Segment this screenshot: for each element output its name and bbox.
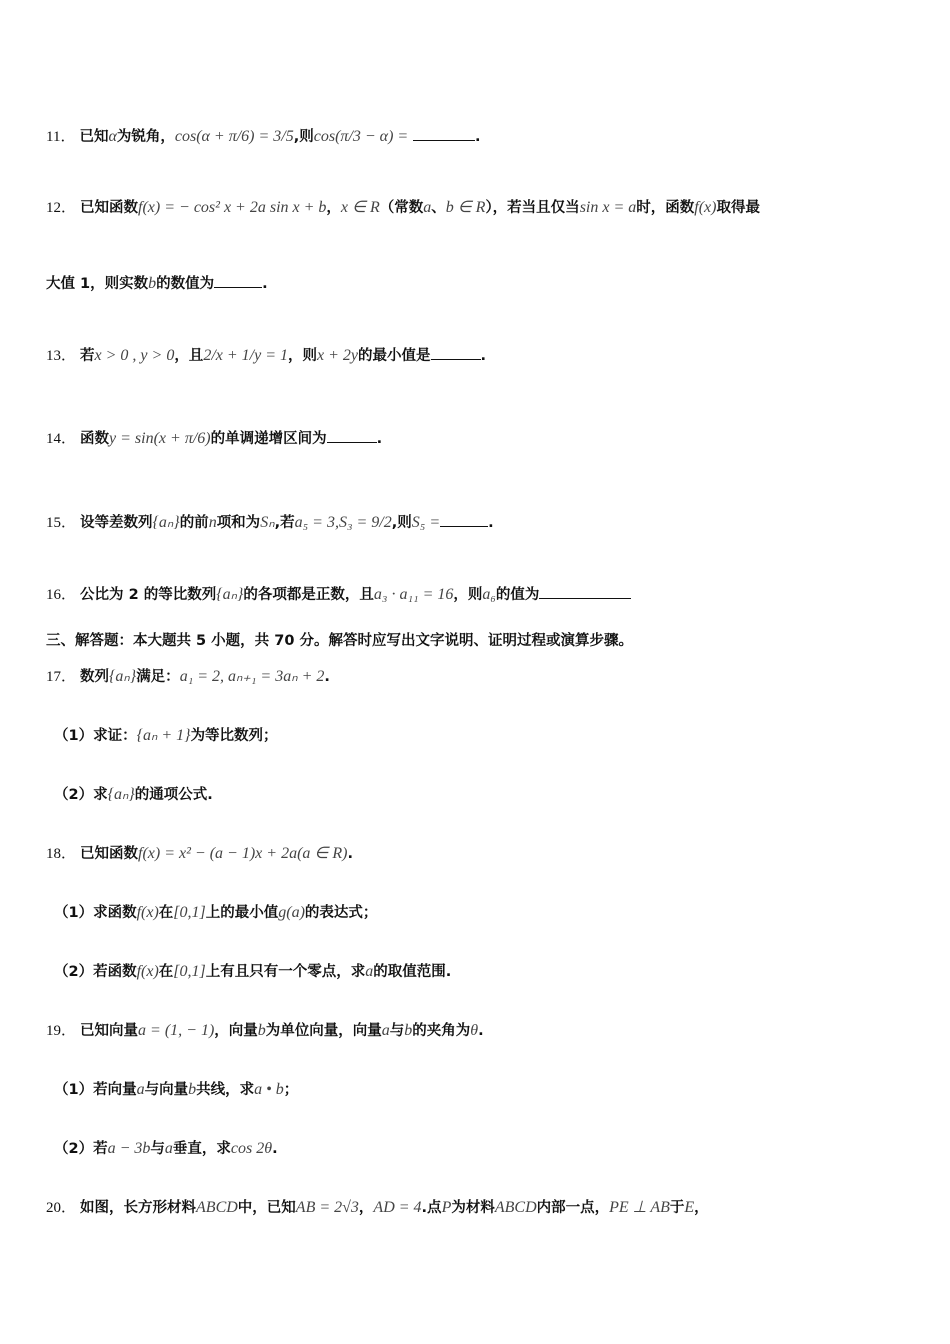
answer-blank	[431, 345, 481, 360]
math-expression: AB = 2√3	[295, 1199, 359, 1216]
math-expression: a • b	[254, 1081, 284, 1098]
math-expression: x + 2y	[317, 347, 358, 364]
math-expression: a	[164, 1140, 173, 1157]
math-expression: ABCD	[494, 1199, 537, 1216]
math-expression: a₃ · a₁₁ = 16	[373, 586, 454, 603]
question-16: 16． 公比为 2 的等比数列{aₙ}的各项都是正数，且a₃ · a₁₁ = 16，则a₆的值为	[46, 583, 910, 606]
question-17-part-2: （2）求{aₙ}的通项公式.	[54, 786, 213, 803]
math-expression: ABCD	[196, 1199, 238, 1216]
answer-blank	[539, 584, 631, 599]
answer-blank	[214, 273, 262, 288]
math-expression: cos(π/3 − α) =	[313, 128, 409, 145]
math-expression: sin x = a	[579, 199, 637, 216]
math-expression: f(x)	[136, 904, 159, 921]
math-expression: α	[108, 128, 117, 145]
math-expression: 2/x + 1/y = 1	[203, 347, 288, 364]
question-18: 18． 已知函数f(x) = x² − (a − 1)x + 2a(a ∈ R).	[46, 845, 353, 862]
question-18-part-2: （2）若函数f(x)在[0,1]上有且只有一个零点，求a的取值范围.	[54, 963, 452, 980]
math-expression: f(x) = x² − (a − 1)x + 2a(a ∈ R)	[138, 845, 348, 862]
math-expression: {aₙ}	[216, 586, 244, 603]
math-expression: b	[148, 275, 157, 292]
math-expression: a = (1, − 1)	[138, 1022, 215, 1039]
question-12: 12． 已知函数f(x) = − cos² x + 2a sin x + b，x ∈ R（常数a、b ∈ R），若当且仅当sin x = a时，函数f(x)取得最	[46, 199, 760, 216]
math-expression: a	[381, 1022, 390, 1039]
math-expression: {aₙ}	[107, 786, 135, 803]
question-19: 19． 已知向量a = (1, − 1)，向量b为单位向量，向量a与b的夹角为θ.	[46, 1022, 484, 1039]
math-expression: Sₙ	[260, 514, 275, 531]
math-expression: b	[404, 1022, 413, 1039]
question-number: 13．	[46, 348, 77, 364]
question-19-part-1: （1）若向量a与向量b共线，求a • b；	[54, 1081, 299, 1098]
math-expression: S₃ = 9/2	[338, 514, 392, 531]
answer-blank	[440, 512, 488, 527]
math-expression: y = sin(x + π/6)	[109, 430, 211, 447]
question-15: 15． 设等差数列{aₙ}的前n项和为Sₙ,若a₅ = 3,S₃ = 9/2,则S₅ = .	[46, 514, 494, 531]
question-number: 11．	[46, 129, 76, 145]
section-heading: 三、解答题：本大题共 5 小题，共 70 分。解答时应写出文字说明、证明过程或演算步骤。	[46, 633, 633, 649]
math-expression: n	[208, 514, 217, 531]
math-expression: E	[684, 1199, 695, 1216]
question-17-part-1: （1）求证：{aₙ + 1}为等比数列；	[54, 727, 278, 744]
math-expression: g(a)	[278, 904, 305, 921]
question-17: 17． 数列{aₙ}满足：a₁ = 2, aₙ₊₁ = 3aₙ + 2.	[46, 668, 330, 685]
question-number: 15．	[46, 515, 77, 531]
math-expression: [0,1]	[173, 904, 206, 921]
math-expression: f(x)	[694, 199, 717, 216]
math-expression: x ∈ R	[340, 199, 380, 216]
question-12-cont: 大值 1，则实数b的数值为 .	[46, 275, 268, 292]
math-expression: f(x)	[136, 963, 159, 980]
math-expression: [0,1]	[173, 963, 206, 980]
question-number: 20．	[46, 1200, 77, 1216]
question-number: 14．	[46, 431, 77, 447]
math-expression: P	[441, 1199, 452, 1216]
answer-blank	[413, 126, 475, 141]
question-20: 20． 如图，长方形材料ABCD中，已知AB = 2√3，AD = 4.点P为材料ABCD内部一点，PE ⊥ AB于E，	[46, 1199, 709, 1216]
math-expression: a₅ = 3,	[294, 514, 339, 531]
question-number: 18．	[46, 846, 77, 862]
math-expression: b	[257, 1022, 266, 1039]
math-expression: AD = 4	[373, 1199, 422, 1216]
math-expression: {aₙ + 1}	[136, 727, 191, 744]
math-expression: {aₙ}	[152, 514, 180, 531]
math-expression: a	[423, 199, 432, 216]
math-expression: a − 3b	[107, 1140, 151, 1157]
math-expression: b ∈ R	[445, 199, 486, 216]
question-18-part-1: （1）求函数f(x)在[0,1]上的最小值g(a)的表达式；	[54, 904, 378, 921]
math-expression: a₆	[482, 586, 496, 603]
math-expression: b	[188, 1081, 197, 1098]
math-expression: {aₙ}	[109, 668, 137, 685]
question-14: 14． 函数y = sin(x + π/6)的单调递增区间为 .	[46, 430, 383, 447]
question-13: 13． 若x > 0 , y > 0，且2/x + 1/y = 1，则x + 2y的最小值是 .	[46, 347, 487, 364]
question-number: 19．	[46, 1023, 77, 1039]
math-expression: a	[136, 1081, 145, 1098]
math-expression: a	[365, 963, 374, 980]
math-expression: cos 2θ	[230, 1140, 273, 1157]
math-expression: a₁ = 2, aₙ₊₁ = 3aₙ + 2	[179, 668, 325, 685]
question-number: 12．	[46, 200, 77, 216]
math-expression: cos(α + π/6) = 3/5	[174, 128, 294, 145]
question-number: 16．	[46, 587, 77, 603]
math-expression: f(x) = − cos² x + 2a sin x + b	[138, 199, 327, 216]
math-expression: x > 0 , y > 0	[94, 347, 175, 364]
question-number: 17．	[46, 669, 77, 685]
math-expression: S₅ =	[411, 514, 441, 531]
answer-blank	[327, 428, 377, 443]
question-11: 11． 已知α为锐角，cos(α + π/6) = 3/5,则cos(π/3 − α) = .	[46, 128, 481, 145]
question-19-part-2: （2）若a − 3b与a垂直，求cos 2θ.	[54, 1140, 278, 1157]
math-expression: θ	[470, 1022, 479, 1039]
math-expression: PE ⊥ AB	[609, 1199, 670, 1216]
